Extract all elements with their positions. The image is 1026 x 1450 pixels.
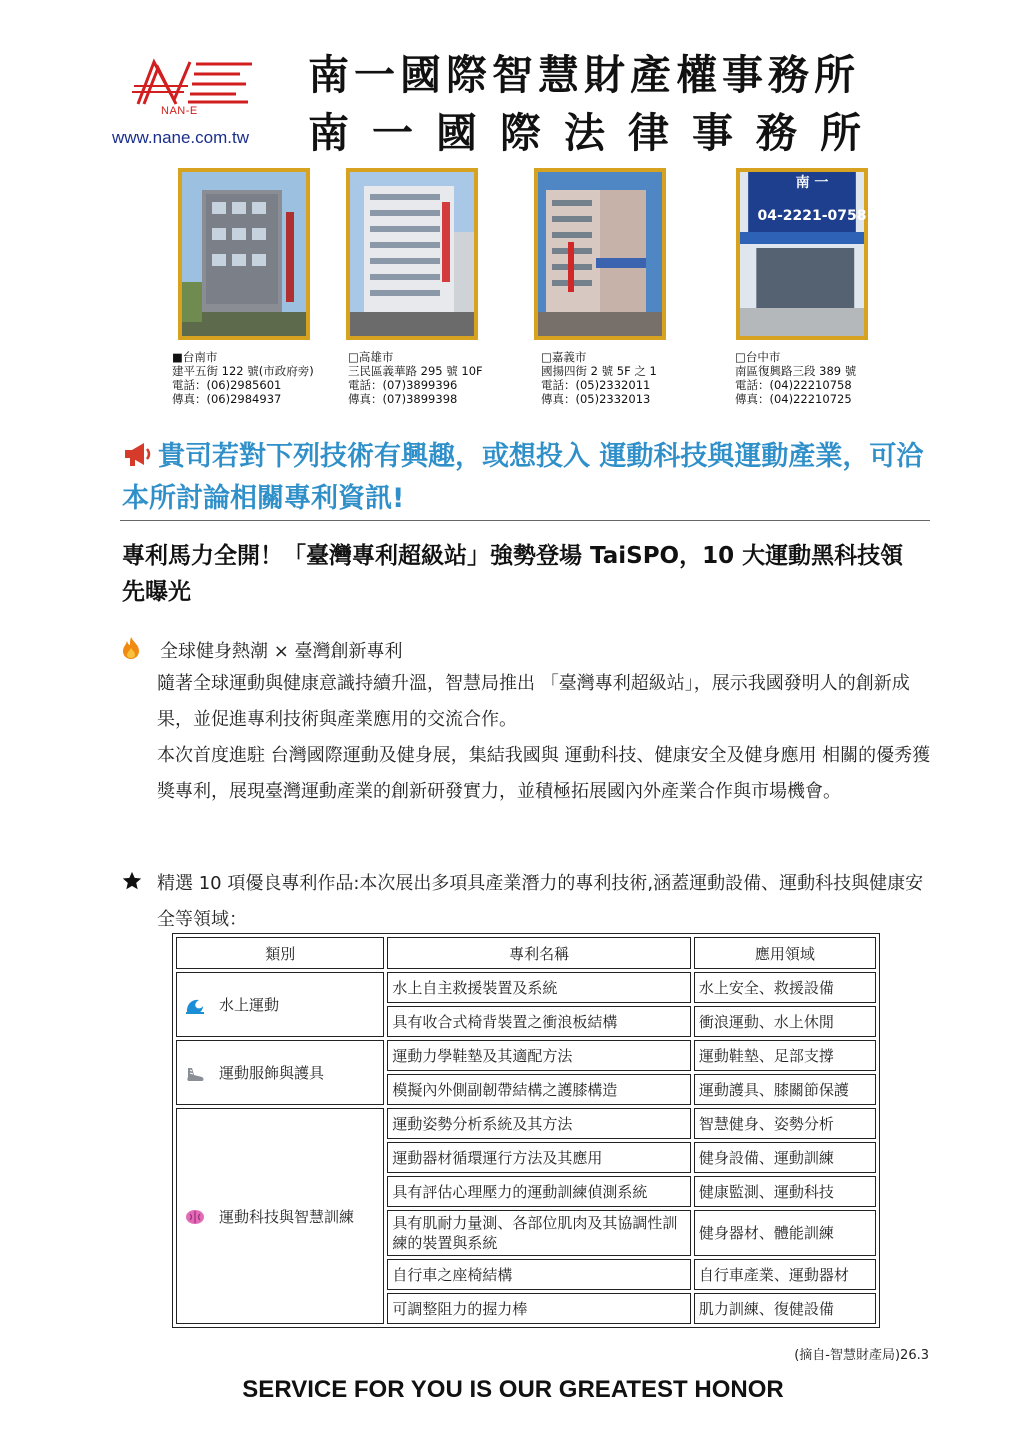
patent-name: 運動姿勢分析系統及其方法 (387, 1108, 690, 1139)
star-icon (121, 870, 143, 892)
category-cell (176, 1108, 384, 1324)
fire-icon (121, 636, 141, 660)
office-city: □台中市 (735, 350, 781, 364)
patent-name: 具有肌耐力量測、各部位肌肉及其協調性訓練的裝置與系統 (387, 1210, 690, 1256)
section1-heading: 全球健身熱潮 × 臺灣創新專利 (160, 641, 403, 662)
patent-name: 自行車之座椅結構 (387, 1259, 690, 1290)
wave-icon (185, 997, 205, 1015)
office-info-taichung (735, 350, 856, 406)
office-info-kaohsiung (348, 350, 483, 406)
application-field: 健身設備、運動訓練 (694, 1142, 876, 1173)
patent-name: 模擬內外側副韌帶結構之護膝構造 (387, 1074, 690, 1105)
table-header: 應用領域 (694, 937, 876, 969)
office-phone: 電話：(04)22210758 (735, 378, 852, 392)
office-fax: 傳真：(05)2332013 (541, 392, 651, 406)
office-address: 南區復興路三段 389 號 (735, 364, 857, 378)
application-field: 運動鞋墊、足部支撐 (694, 1040, 876, 1071)
table-header: 專利名稱 (387, 937, 690, 969)
application-field: 自行車產業、運動器材 (694, 1259, 876, 1290)
photo-sign-phone: 04-2221-0758 (757, 208, 867, 224)
office-photo-kaohsiung (346, 168, 478, 340)
office-address: 國揚四街 2 號 5F 之 1 (541, 364, 657, 378)
photo-sign-name: 南 一 (795, 175, 829, 191)
firm-name-law: 南一國際法律事務所 (308, 109, 884, 157)
office-phone: 電話：(07)3899396 (348, 378, 458, 392)
table-header-row (176, 937, 876, 969)
footer-slogan: SERVICE FOR YOU IS OUR GREATEST HONOR (242, 1376, 784, 1403)
source-note: (摘自-智慧財產局)26.3 (794, 1348, 929, 1363)
patent-name: 可調整阻力的握力棒 (387, 1293, 690, 1324)
website-link[interactable]: www.nane.com.tw (112, 128, 249, 147)
patent-name: 具有收合式椅背裝置之衝浪板結構 (387, 1006, 690, 1037)
category-name: 運動服飾與護具 (219, 1064, 325, 1082)
category-name: 運動科技與智慧訓練 (219, 1207, 355, 1226)
office-city: □高雄市 (348, 350, 394, 364)
article-title: 專利馬力全開！「臺灣專利超級站」強勢登場 TaiSPO，10 大運動黑科技領先曝光 (122, 543, 904, 605)
office-fax: 傳真：(06)2984937 (172, 392, 282, 406)
divider (120, 520, 930, 521)
application-field: 健康監測、運動科技 (694, 1176, 876, 1207)
office-address: 三民區義華路 295 號 10F (348, 364, 483, 378)
office-fax: 傳真：(04)22210725 (735, 392, 852, 406)
patent-table (172, 933, 880, 1328)
headline (122, 436, 932, 520)
application-field: 智慧健身、姿勢分析 (694, 1108, 876, 1139)
section2-heading: 精選 10 項優良專利作品:本次展出多項具產業潛力的專利技術,涵蓋運動設備、運動科技與健康安全等領域： (157, 873, 924, 930)
patent-name: 具有評估心理壓力的運動訓練偵測系統 (387, 1176, 690, 1207)
logo-text: NAN-E (161, 105, 198, 117)
application-field: 運動護具、膝關節保護 (694, 1074, 876, 1105)
office-info-chiayi (541, 350, 657, 406)
office-phone: 電話：(05)2332011 (541, 378, 651, 392)
application-field: 肌力訓練、復健設備 (694, 1293, 876, 1324)
category-cell (176, 972, 384, 1037)
office-fax: 傳真：(07)3899398 (348, 392, 458, 406)
patent-name: 水上自主救援裝置及系統 (387, 972, 690, 1003)
firm-name-ip: 南一國際智慧財產權事務所 (308, 51, 860, 99)
office-address: 建平五街 122 號(市政府旁) (172, 364, 314, 378)
office-photo-tainan (178, 168, 310, 340)
section1-paragraph2: 本次首度進駐 台灣國際運動及健身展，集結我國與 運動科技、健康安全及健身應用 相關的優秀獲獎專利，展現臺灣運動產業的創新研發實力，並積極拓展國內外產業合作與市場機會。 (157, 745, 931, 802)
section1-paragraph1: 隨著全球運動與健康意識持續升溫，智慧局推出 「臺灣專利超級站」，展示我國發明人的創新成果，並促進專利技術與產業應用的交流合作。 (157, 673, 910, 730)
office-phone: 電話：(06)2985601 (172, 378, 282, 392)
megaphone-icon (122, 439, 154, 467)
office-info-tainan (172, 350, 314, 406)
table-row (176, 1040, 876, 1071)
application-field: 衝浪運動、水上休閒 (694, 1006, 876, 1037)
table-row (176, 972, 876, 1003)
shoe-icon (185, 1065, 205, 1083)
brain-icon (185, 1208, 205, 1226)
application-field: 健身器材、體能訓練 (694, 1210, 876, 1256)
table-header: 類別 (176, 937, 384, 969)
office-city: □嘉義市 (541, 350, 587, 364)
headline-text: 貴司若對下列技術有興趣，或想投入 運動科技與運動產業，可洽本所討論相關專利資訊! (122, 441, 924, 514)
office-photo-taichung (736, 168, 868, 340)
category-name: 水上運動 (219, 996, 280, 1014)
office-city: ■台南市 (172, 350, 218, 364)
application-field: 水上安全、救援設備 (694, 972, 876, 1003)
patent-name: 運動器材循環運行方法及其應用 (387, 1142, 690, 1173)
category-cell (176, 1040, 384, 1105)
table-row (176, 1108, 876, 1139)
office-photo-chiayi (534, 168, 666, 340)
patent-name: 運動力學鞋墊及其適配方法 (387, 1040, 690, 1071)
